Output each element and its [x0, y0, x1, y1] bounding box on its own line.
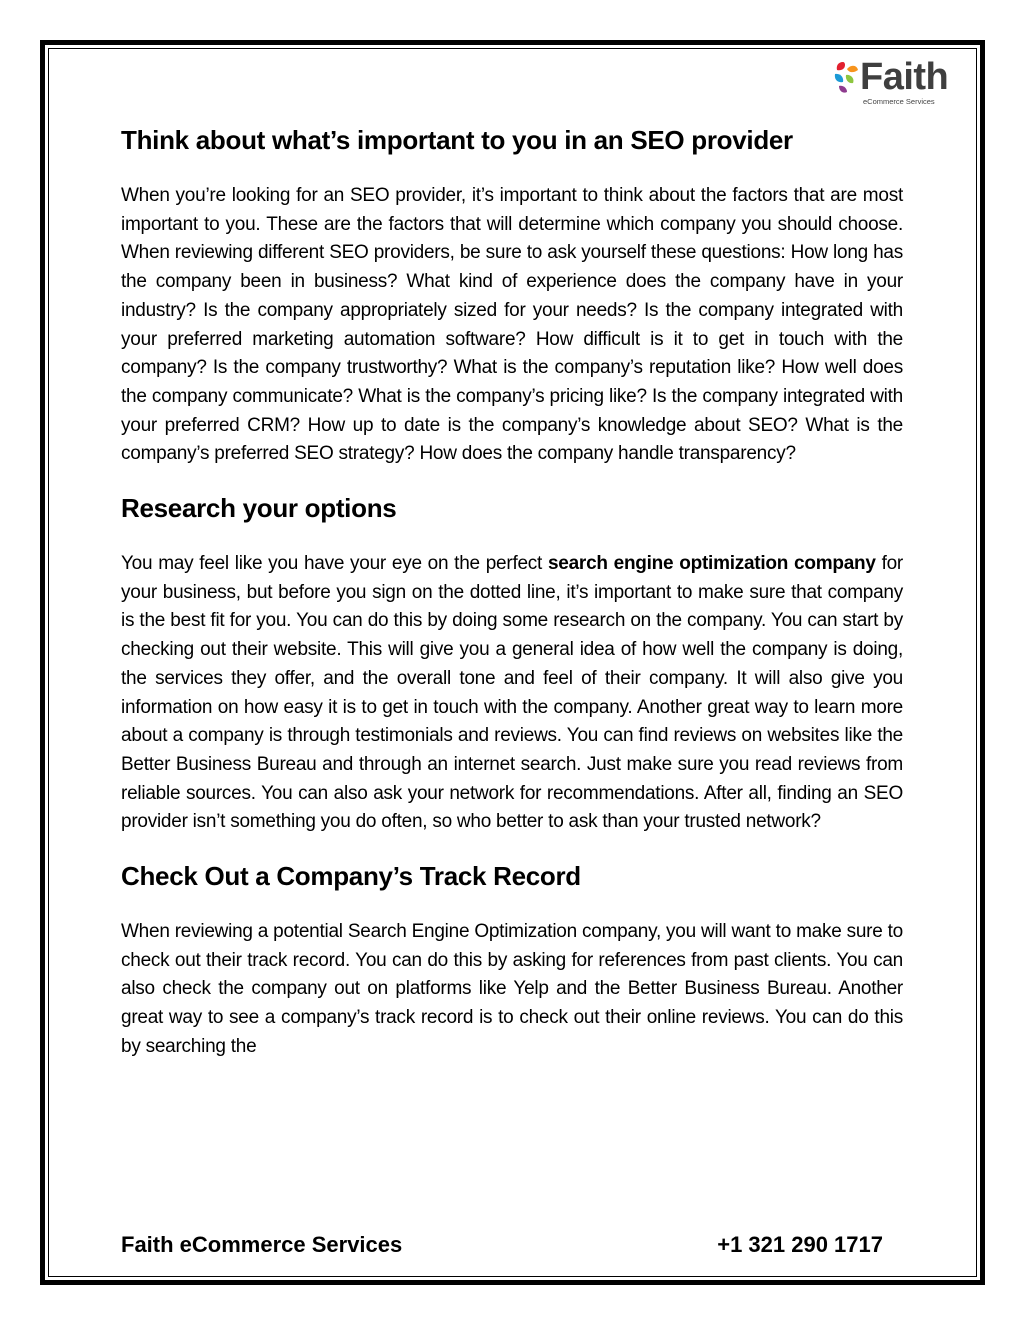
section-paragraph: When you’re looking for an SEO provider, it’s important to think about the factors that are most important to you. These are the factors that will determine which company you should choose. When reviewing different SEO providers, be sure to ask yourself these questions: How long has the company been in business? What kind of experience does the company have in your industry? Is the company appropriately sized for your needs? Is the company integrated with your preferred marketing automation software? How difficult is it to get in touch with the company? Is the company trustworthy? What is the company’s reputation like? How well does the company communicate? What is the company’s pricing like? Is the company integrated with your preferred CRM? How up to date is the company’s knowledge about SEO? What is the company’s preferred SEO strategy? How does the company handle transparency?	[121, 185, 903, 465]
section-heading: Think about what’s important to you in an SEO provider	[121, 125, 793, 155]
section-paragraph: When reviewing a potential Search Engine Optimization company, you will want to make sure to check out their track record. You can do this by asking for references from past clients. You can also check the company out on platforms like Yelp and the Better Business Bureau. Another great way to see a company’s track record is to check out their online reviews. You can do this by searching the	[121, 921, 903, 1057]
paragraph-text: You may feel like you have your eye on the perfect	[121, 553, 548, 575]
page-footer	[121, 1232, 883, 1266]
footer-company: Faith eCommerce Services	[121, 1232, 403, 1257]
document-content	[121, 122, 903, 1083]
logo-tagline: eCommerce Services	[863, 97, 935, 106]
logo-wordmark: Faith	[860, 56, 949, 98]
paragraph-text: for your business, but before you sign on the dotted line, it’s important to make sure that company is the best fit for you. You can do this by doing some research on the company. You can start by checking out their website. This will give you a general idea of how well the company is doing, the services they offer, and the overall tone and feel of their company. It will also give you information on how easy it is to get in touch with the company. Another great way to learn more about a company is through testimonials and reviews. You can find reviews on websites like the Better Business Bureau and through an internet search. Just make sure you read reviews from reliable sources. You can also ask your network for recommendations. After all, finding an SEO provider isn’t something you do often, so who better to ask than your trusted network?	[121, 553, 904, 833]
section-heading: Check Out a Company’s Track Record	[121, 861, 581, 892]
faith-logo	[833, 56, 961, 108]
section-heading: Research your options	[121, 493, 397, 524]
keyword-bold-text: search engine optimization company	[547, 553, 876, 575]
footer-phone: +1 321 290 1717	[717, 1232, 883, 1257]
flower-logo-icon	[833, 60, 863, 96]
section-paragraph	[121, 550, 903, 837]
